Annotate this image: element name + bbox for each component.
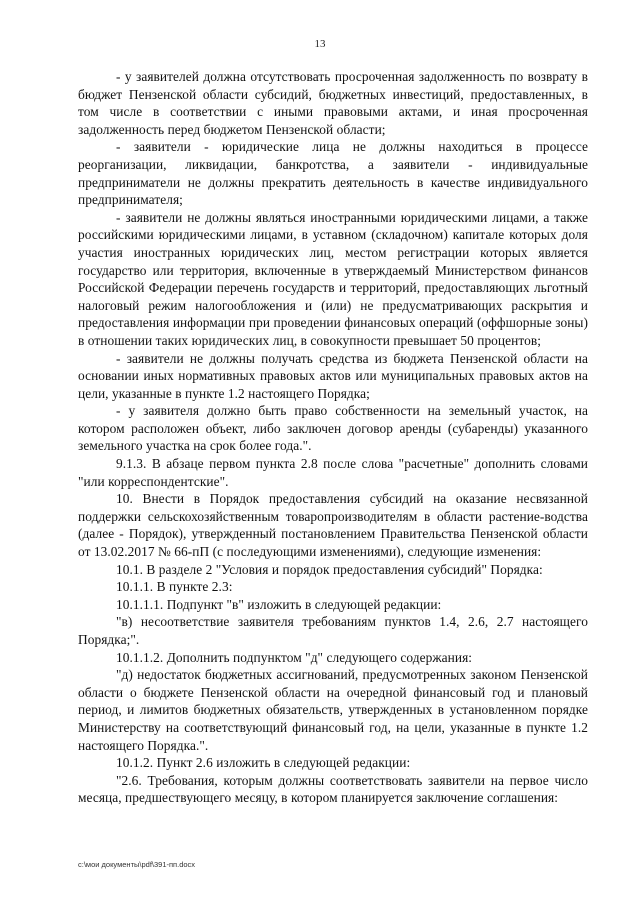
paragraph: "2.6. Требования, которым должны соответствовать заявители на первое число месяца, предшествующего месяцу, в котором планируется заключение соглашения: [78,772,588,806]
paragraph: - заявители не должны являться иностранными юридическими лицами, а также российскими юридическими лицами, в уставном (складочном) капитале которых доля участия иностранных юридических лиц, местом регистрации которых является государство или территория, включенные в утверждаемый Министерством финансов Российской Федерации перечень государств и территорий, предоставляющих льготный налоговый режим налогообложения и (или) не предусматривающих раскрытия и предоставления информации при проведении финансовых операций (оффшорные зоны) в отношении таких юридических лиц, в совокупности превышает 50 процентов; [78,209,588,348]
footer-file-path: c:\мои документы\pdf\391-пп.docx [78,860,196,869]
paragraph: "в) несоответствие заявителя требованиям пунктов 1.4, 2.6, 2.7 настоящего Порядка;". [78,614,588,647]
page-number: 13 [314,38,326,50]
paragraph: 9.1.3. В абзаце первом пункта 2.8 после слова "расчетные" дополнить словами "или корреспондентские". [78,456,588,489]
paragraph: 10.1.1.1. Подпункт "в" изложить в следующей редакции: [116,596,442,612]
paragraph: 10.1. В разделе 2 "Условия и порядок предоставления субсидий" Порядка: [116,561,543,577]
document-body [78,68,588,807]
paragraph: 10.1.1.2. Дополнить подпунктом "д" следующего содержания: [116,649,473,665]
paragraph: - заявители - юридические лица не должны находиться в процессе реорганизации, ликвидации, банкротства, а заявители - индивидуальные предприниматели не должны прекратить деятельность в качестве индивидуального предпринимателя; [78,139,588,208]
paragraph: 10.1.1. В пункте 2.3: [116,579,233,595]
paragraph: - у заявителей должна отсутствовать просроченная задолженность по возврату в бюджет Пензенской области субсидий, бюджетных инвестиций, предоставленных, в том числе в соответствии с иными правовыми актами, и иная просроченная задолженность перед бюджетом Пензенской области; [78,69,588,137]
paragraph: "д) недостаток бюджетных ассигнований, предусмотренных законом Пензенской области о бюджете Пензенской области на очередной финансовый год и плановый период, и лимитов бюджетных обязательств, утвержденных в установленном порядке Министерству на соответствующий финансовый год, на цели, указанные в пункте 1.2 настоящего Порядка.". [78,667,588,753]
paragraph: 10.1.2. Пункт 2.6 изложить в следующей редакции: [116,755,411,771]
paragraph: - у заявителя должно быть право собственности на земельный участок, на котором расположен объект, либо заключен договор аренды (субаренды) указанного земельного участка на срок более года.". [78,403,588,454]
paragraph: 10. Внести в Порядок предоставления субсидий на оказание несвязанной поддержки сельскохозяйственным товаропроизводителям в области растение-водства (далее - Порядок), утвержденный постановлением Правительства Пензенской области от 13.02.2017 № 66-пП (с последующими изменениями), следующие изменения: [78,491,588,560]
paragraph: - заявители не должны получать средства из бюджета Пензенской области на основании иных нормативных правовых актов или муниципальных правовых актов на цели, указанные в пункте 1.2 настоящего Порядка; [78,350,588,401]
